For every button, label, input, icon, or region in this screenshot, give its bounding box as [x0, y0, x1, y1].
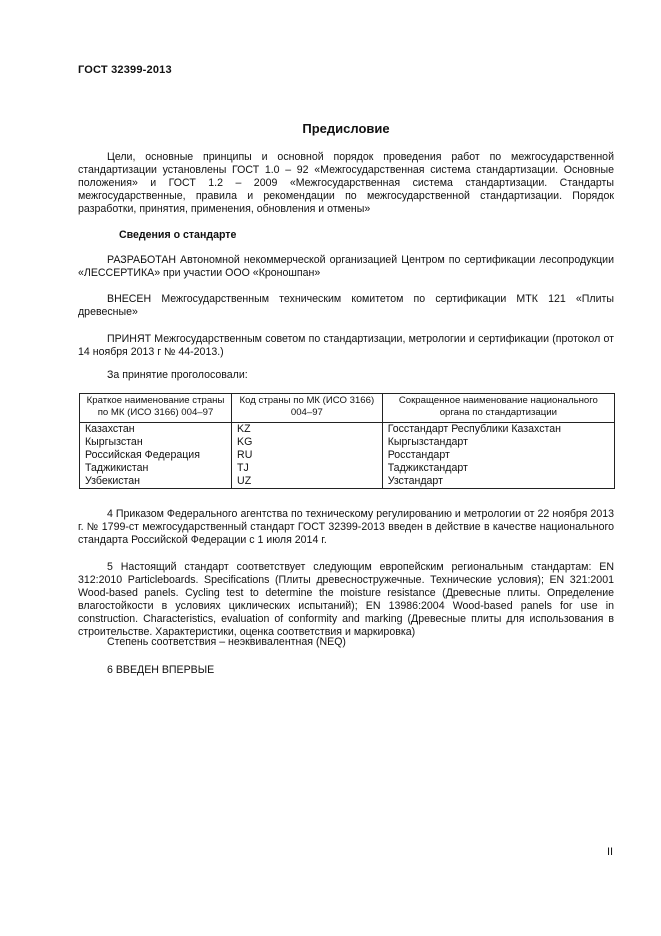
adopted-paragraph: ПРИНЯТ Межгосударственным советом по стандартизации, метрологии и сертификации (протокол от 14 ноября 2013 г № 44-2013.): [78, 333, 614, 358]
page-title: Предисловие: [302, 121, 390, 136]
section-heading: Сведения о стандарте: [119, 229, 237, 241]
standards-body-cell: Узстандарт: [382, 475, 614, 489]
page-number: II: [607, 846, 614, 858]
voting-countries-table: [79, 393, 615, 489]
item-6-paragraph: 6 ВВЕДЕН ВПЕРВЫЕ: [107, 664, 215, 676]
table-row: [80, 462, 615, 475]
country-cell: Российская Федерация: [80, 449, 232, 462]
standards-body-cell: Госстандарт Республики Казахстан: [382, 423, 614, 437]
country-cell: Кыргызстан: [80, 436, 232, 449]
table-header-row: [80, 394, 615, 423]
item-5-paragraph: 5 Настоящий стандарт соответствует следующим европейским региональным стандартам: EN 312:2010 Particleboards. Specifications (Плиты древесностружечные. Технические условия); EN 321:2001 Wood-based panels. Cycling test to determine the moisture resistance (Древесные плиты. Определение влагостойкости в условиях циклических испытаний); EN 13986:2004 Wood-based panels for use in construction. Characteristics, evaluation of conformity and marking (Древесные плиты для использования в строительстве. Характеристики, оценка соответствия и маркировка): [78, 561, 614, 638]
code-cell: KZ: [232, 423, 383, 437]
code-cell: RU: [232, 449, 383, 462]
standards-body-cell: Таджикстандарт: [382, 462, 614, 475]
code-cell: KG: [232, 436, 383, 449]
table-row: [80, 449, 615, 462]
header-code: Код страны по МК (ИСО 3166) 004–97: [232, 394, 383, 423]
standards-body-cell: Росстандарт: [382, 449, 614, 462]
code-cell: UZ: [232, 475, 383, 489]
conformity-paragraph: Степень соответствия – неэквивалентная (NEQ): [107, 636, 346, 648]
table-row: [80, 436, 615, 449]
header-country: Краткое наименование страны по МК (ИСО 3166) 004–97: [80, 394, 232, 423]
country-cell: Узбекистан: [80, 475, 232, 489]
introduced-paragraph: ВНЕСЕН Межгосударственным техническим комитетом по сертификации МТК 121 «Плиты древесные»: [78, 293, 614, 318]
code-cell: TJ: [232, 462, 383, 475]
document-code: ГОСТ 32399-2013: [78, 64, 172, 76]
country-cell: Казахстан: [80, 423, 232, 437]
intro-paragraph: Цели, основные принципы и основной порядок проведения работ по межгосударственной стандартизации установлены ГОСТ 1.0 – 92 «Межгосударственная система стандартизации. Основные положения» и ГОСТ 1.2 – 2009 «Межгосударственная система стандартизации. Стандарты межгосударственные, правила и рекомендации по межгосударственной стандартизации. Порядок разработки, принятия, применения, обновления и отмены»: [78, 151, 614, 215]
header-standards-body: Сокращенное наименование национального органа по стандартизации: [382, 394, 614, 423]
voted-label: За принятие проголосовали:: [107, 369, 248, 381]
standards-body-cell: Кыргызстандарт: [382, 436, 614, 449]
table-row: [80, 423, 615, 437]
table-row: [80, 475, 615, 489]
developed-paragraph: РАЗРАБОТАН Автономной некоммерческой организацией Центром по сертификации лесопродукции «ЛЕССЕРТИКА» при участии ООО «Кроношпан»: [78, 254, 614, 279]
item-4-paragraph: 4 Приказом Федерального агентства по техническому регулированию и метрологии от 22 ноября 2013 г. № 1799-ст межгосударственный стандарт ГОСТ 32399-2013 введен в действие в качестве национального стандарта Российской Федерации с 1 июля 2014 г.: [78, 508, 614, 546]
country-cell: Таджикистан: [80, 462, 232, 475]
